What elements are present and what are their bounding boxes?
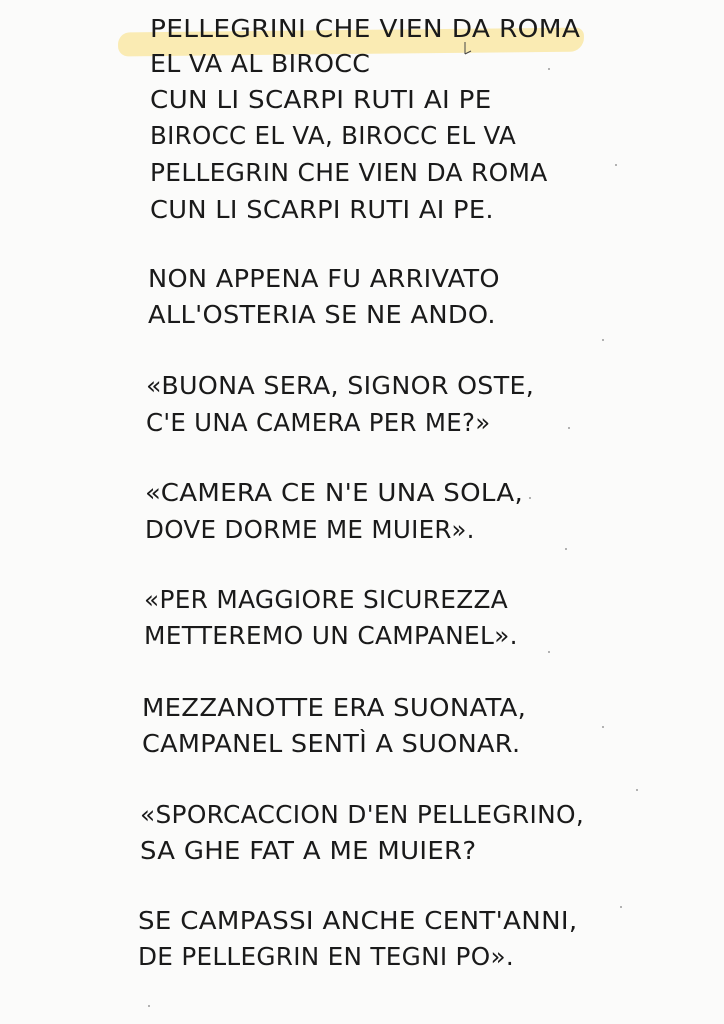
verse-line: ALL'OSTERIA SE NE ANDO. [148,300,496,329]
scan-speck [602,726,604,728]
verse-line: CUN LI SCARPI RUTI AI PE. [150,195,494,224]
verse-line: PELLEGRIN CHE VIEN DA ROMA [150,158,548,187]
verse-line: MEZZANOTTE ERA SUONATA, [142,693,527,722]
verse-line: DE PELLEGRIN EN TEGNI PO». [138,942,514,971]
verse-line: EL VA AL BIROCC [150,49,371,78]
scan-speck [148,1005,150,1007]
verse-line: DOVE DORME ME MUIER». [145,515,475,544]
verse-line: «PER MAGGIORE SICUREZZA [144,585,509,614]
verse-line: CUN LI SCARPI RUTI AI PE [150,85,492,114]
verse-line: METTEREMO UN CAMPANEL». [144,621,518,650]
verse-line: NON APPENA FU ARRIVATO [148,264,500,293]
scan-speck [568,427,570,429]
verse-line: PELLEGRINI CHE VIEN DA ROMA [150,14,581,43]
scan-speck [620,906,622,908]
verse-line: «SPORCACCION D'EN PELLEGRINO, [140,800,585,829]
verse-line: C'E UNA CAMERA PER ME?» [146,408,491,437]
verse-line: «BUONA SERA, SIGNOR OSTE, [146,371,535,400]
scan-speck [602,339,604,341]
verse-line: SE CAMPASSI ANCHE CENT'ANNI, [138,906,578,935]
scan-speck [529,497,531,499]
scan-speck [548,68,550,70]
scan-speck [636,789,638,791]
verse-line: CAMPANEL SENTÌ A SUONAR. [142,729,521,758]
scan-speck [615,164,617,166]
verse-line: SA GHE FAT A ME MUIER? [140,836,477,865]
verse-line: BIROCC EL VA, BIROCC EL VA [150,121,517,150]
verse-line: «CAMERA CE N'E UNA SOLA, [145,478,524,507]
scan-speck [548,651,550,653]
scan-speck [565,548,567,550]
